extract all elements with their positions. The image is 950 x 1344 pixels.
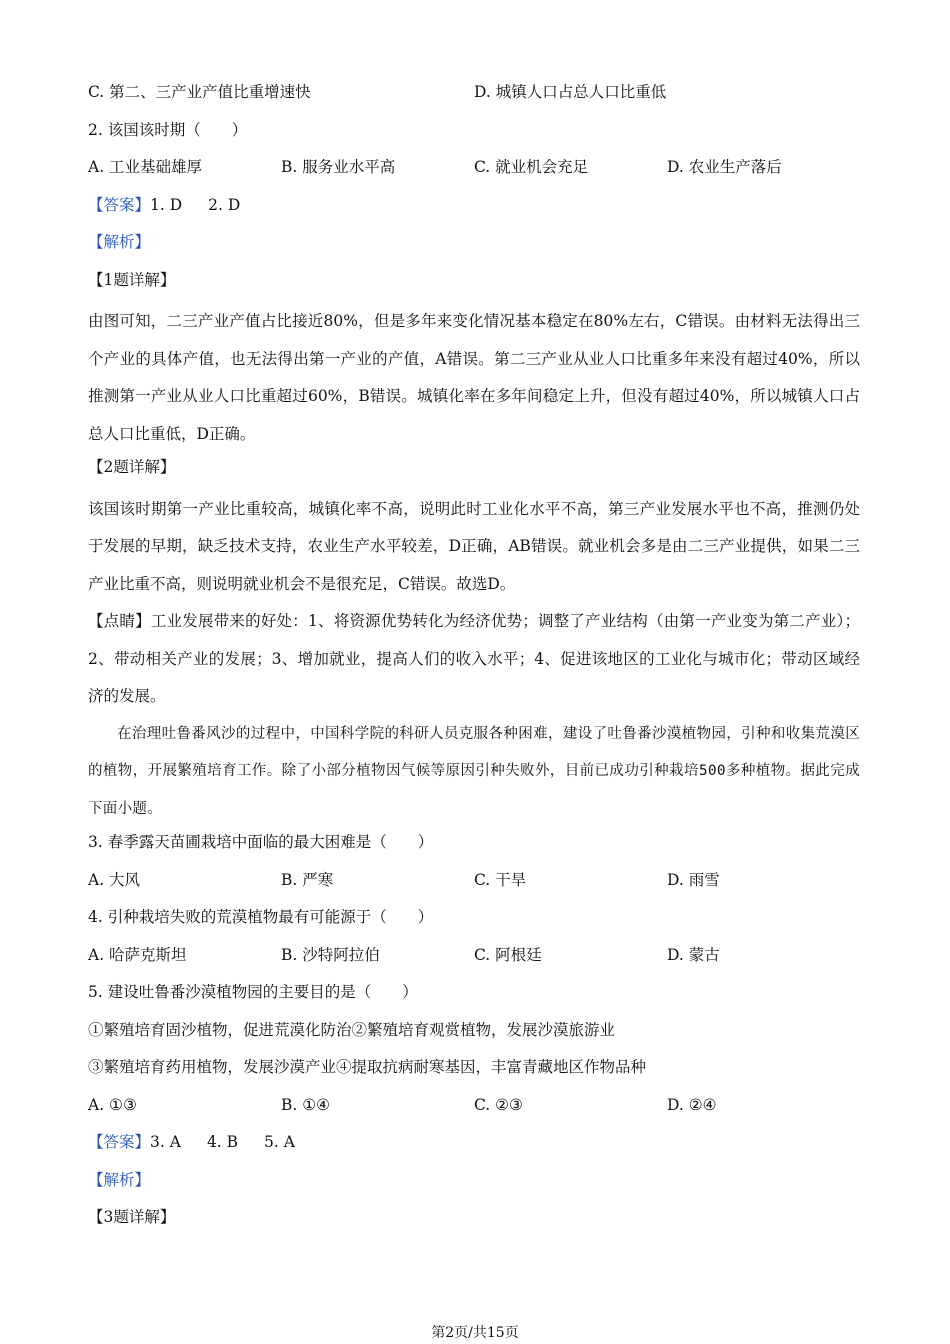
q1-options-tail [88,78,860,116]
q5-options [88,1091,860,1129]
q2-option-d: D. 农业生产落后 [667,158,782,176]
q5-option-c: C. ②③ [474,1095,523,1114]
q3-option-d: D. 雨雪 [667,870,720,889]
q4-option-c: C. 阿根廷 [474,945,542,964]
detail-1-text: 由图可知，二三产业产值占比接近80%，但是多年来变化情况基本稳定在80%左右，C错误。由材料无法得出三个产业的具体产值，也无法得出第一产业的产值，A错误。第二三产业从业人口比重多年来没有超过40%，所以推测第一产业从业人口比重超过60%，B错误。城镇化率在多年间稳定上升，但没有超过40%，所以城镇人口占总人口比重低，D正确。 [88,312,860,443]
q2-option-b: B. 服务业水平高 [281,158,396,176]
document-body [88,78,860,1241]
analysis-label: 【解析】 [88,233,151,251]
answer-block-2 [88,1128,860,1166]
q3-option-b: B. 严寒 [281,870,334,889]
q3-stem: 3. 春季露天苗圃栽培中面临的最大困难是（ ） [88,833,434,851]
q4-option-a: A. 哈萨克斯坦 [88,945,187,964]
answer-item: 5. A [264,1133,295,1151]
detail-2-label: 【2题详解】 [88,458,176,476]
answer-item: 4. B [206,1133,239,1151]
q5-option-b: B. ①④ [281,1095,331,1114]
q3-option-a: A. 大风 [88,870,141,889]
q4-stem: 4. 引种栽培失败的荒漠植物最有可能源于（ ） [88,908,434,926]
reading-material: 在治理吐鲁番风沙的过程中，中国科学院的科研人员克服各种困难，建设了吐鲁番沙漠植物园，引种和收集荒漠区的植物，开展繁殖培育工作。除了小部分植物因气候等原因引种失败外，目前已成功引种栽培500多种植物。据此完成下面小题。 [88,725,860,817]
q5-stem: 5. 建设吐鲁番沙漠植物园的主要目的是（ ） [88,983,418,1001]
answer-label: 【答案】 [88,195,151,214]
answer-block-1 [88,191,860,229]
q2-option-c: C. 就业机会充足 [474,158,589,176]
q1-option-d: D. 城镇人口占总人口比重低 [474,83,667,101]
page-footer: 第2页/共15页 [431,1325,519,1341]
answer-item: 1. D [150,195,183,214]
q1-option-c: C. 第二、三产业产值比重增速快 [88,83,311,101]
q2-options [88,153,860,191]
detail-2-text: 该国该时期第一产业比重较高，城镇化率不高，说明此时工业化水平不高，第三产业发展水平也不高，推测仍处于发展的早期，缺乏技术支持，农业生产水平较差，D正确，AB错误。就业机会多是由二三产业提供，如果二三产业比重不高，则说明就业机会不是很充足，C错误。故选D。 [88,499,860,593]
analysis-label: 【解析】 [88,1170,151,1189]
q5-statement-2: ③繁殖培育药用植物，发展沙漠产业④提取抗病耐寒基因，丰富青藏地区作物品种 [88,1058,647,1076]
q2-option-a: A. 工业基础雄厚 [88,158,203,176]
tip-text: 工业发展带来的好处：1、将资源优势转化为经济优势；调整了产业结构（由第一产业变为第二产业）；2、带动相关产业的发展；3、增加就业，提高人们的收入水平；4、促进该地区的工业化与城市化；带动区域经济的发展。 [88,612,860,705]
q4-option-d: D. 蒙古 [667,945,720,964]
q4-options [88,941,860,979]
q3-option-c: C. 干旱 [474,870,527,889]
tip-block [88,603,860,716]
q5-option-a: A. ①③ [88,1095,137,1114]
q5-option-d: D. ②④ [667,1095,717,1114]
detail-3-label: 【3题详解】 [88,1208,176,1226]
q3-options [88,866,860,904]
answer-label: 【答案】 [88,1133,151,1151]
q2-stem: 2. 该国该时期（ ） [88,120,248,139]
q5-statement-1: ①繁殖培育固沙植物，促进荒漠化防治②繁殖培育观赏植物，发展沙漠旅游业 [88,1020,616,1039]
tip-label: 【点睛】 [88,612,151,630]
q4-option-b: B. 沙特阿拉伯 [281,945,380,964]
detail-1-label: 【1题详解】 [88,270,176,289]
answer-item: 3. A [150,1133,181,1151]
answer-item: 2. D [208,195,241,214]
